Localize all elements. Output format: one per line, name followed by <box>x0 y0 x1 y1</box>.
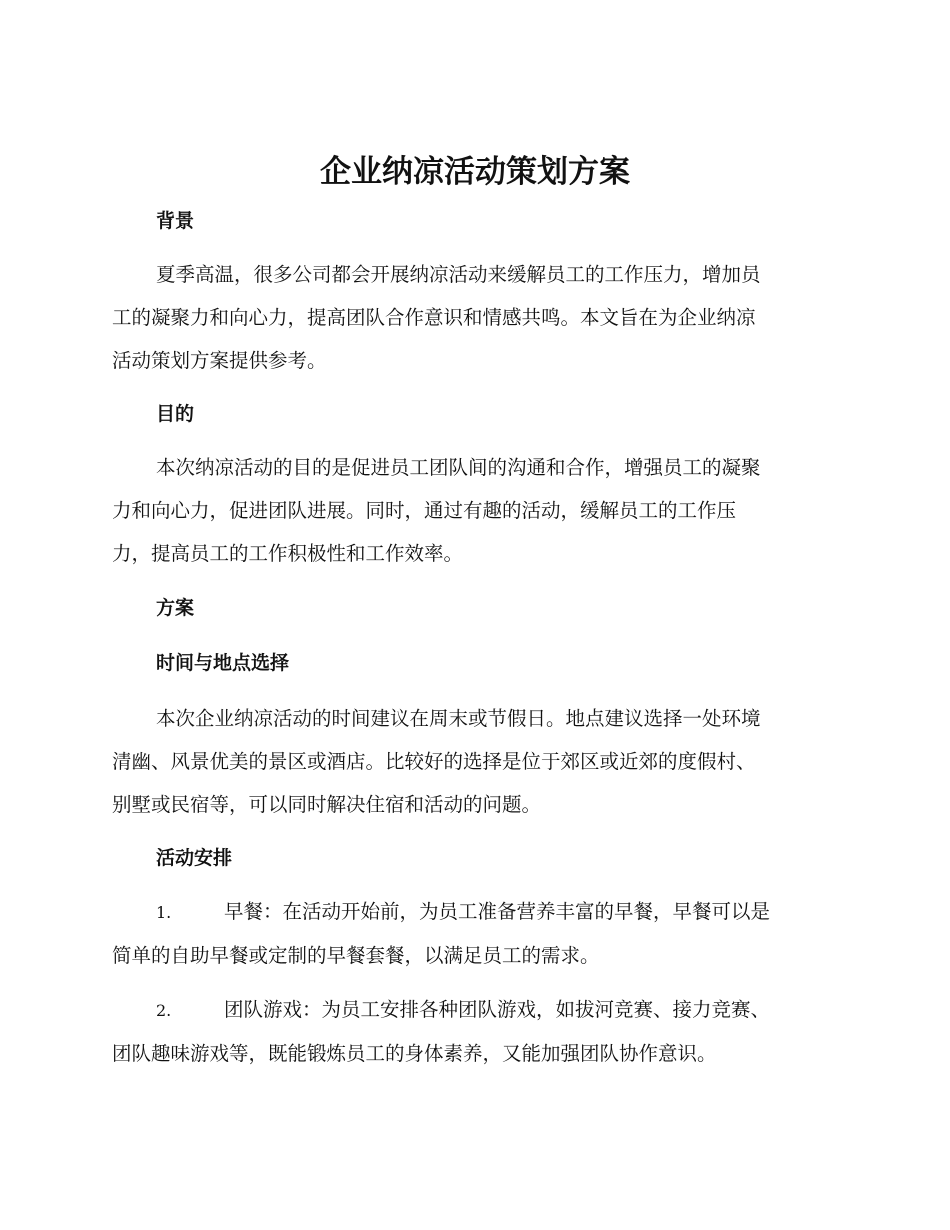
paragraph-line: 本次纳凉活动的目的是促进员工团队间的沟通和合作，增强员工的凝聚 <box>156 456 761 479</box>
list-item <box>112 988 842 1075</box>
paragraph-purpose <box>112 446 842 575</box>
paragraph-line: 本次企业纳凉活动的时间建议在周末或节假日。地点建议选择一处环境 <box>156 707 761 730</box>
paragraph-line: 力，提高员工的工作积极性和工作效率。 <box>112 542 464 565</box>
list-item-number: 1. <box>156 903 172 922</box>
list-item-number: 2. <box>156 1001 172 1020</box>
paragraph-line: 活动策划方案提供参考。 <box>112 349 327 372</box>
list-item-text: 简单的自助早餐或定制的早餐套餐，以满足员工的需求。 <box>112 944 600 967</box>
document-title: 企业纳凉活动策划方案 <box>320 154 630 190</box>
paragraph-line: 夏季高温，很多公司都会开展纳凉活动来缓解员工的工作压力，增加员 <box>156 263 761 286</box>
list-item <box>112 890 842 977</box>
paragraph-time-place <box>112 697 842 826</box>
paragraph-background <box>112 253 842 382</box>
paragraph-line: 工的凝聚力和向心力，提高团队合作意识和情感共鸣。本文旨在为企业纳凉 <box>112 306 756 329</box>
list-item-text: 团队游戏：为员工安排各种团队游戏，如拔河竞赛、接力竞赛、 <box>224 998 771 1021</box>
section-heading-background: 背景 <box>156 210 195 232</box>
section-heading-plan: 方案 <box>156 597 195 619</box>
paragraph-line: 清幽、风景优美的景区或酒店。比较好的选择是位于郊区或近郊的度假村、 <box>112 750 756 773</box>
section-heading-purpose: 目的 <box>156 403 195 425</box>
paragraph-line: 别墅或民宿等，可以同时解决住宿和活动的问题。 <box>112 793 542 816</box>
list-item-text: 团队趣味游戏等，既能锻炼员工的身体素养，又能加强团队协作意识。 <box>112 1042 717 1065</box>
section-heading-time-place: 时间与地点选择 <box>156 652 290 674</box>
section-heading-activities: 活动安排 <box>156 847 233 869</box>
paragraph-line: 力和向心力，促进团队进展。同时，通过有趣的活动，缓解员工的工作压 <box>112 499 737 522</box>
list-item-text: 早餐：在活动开始前，为员工准备营养丰富的早餐，早餐可以是 <box>224 900 771 923</box>
